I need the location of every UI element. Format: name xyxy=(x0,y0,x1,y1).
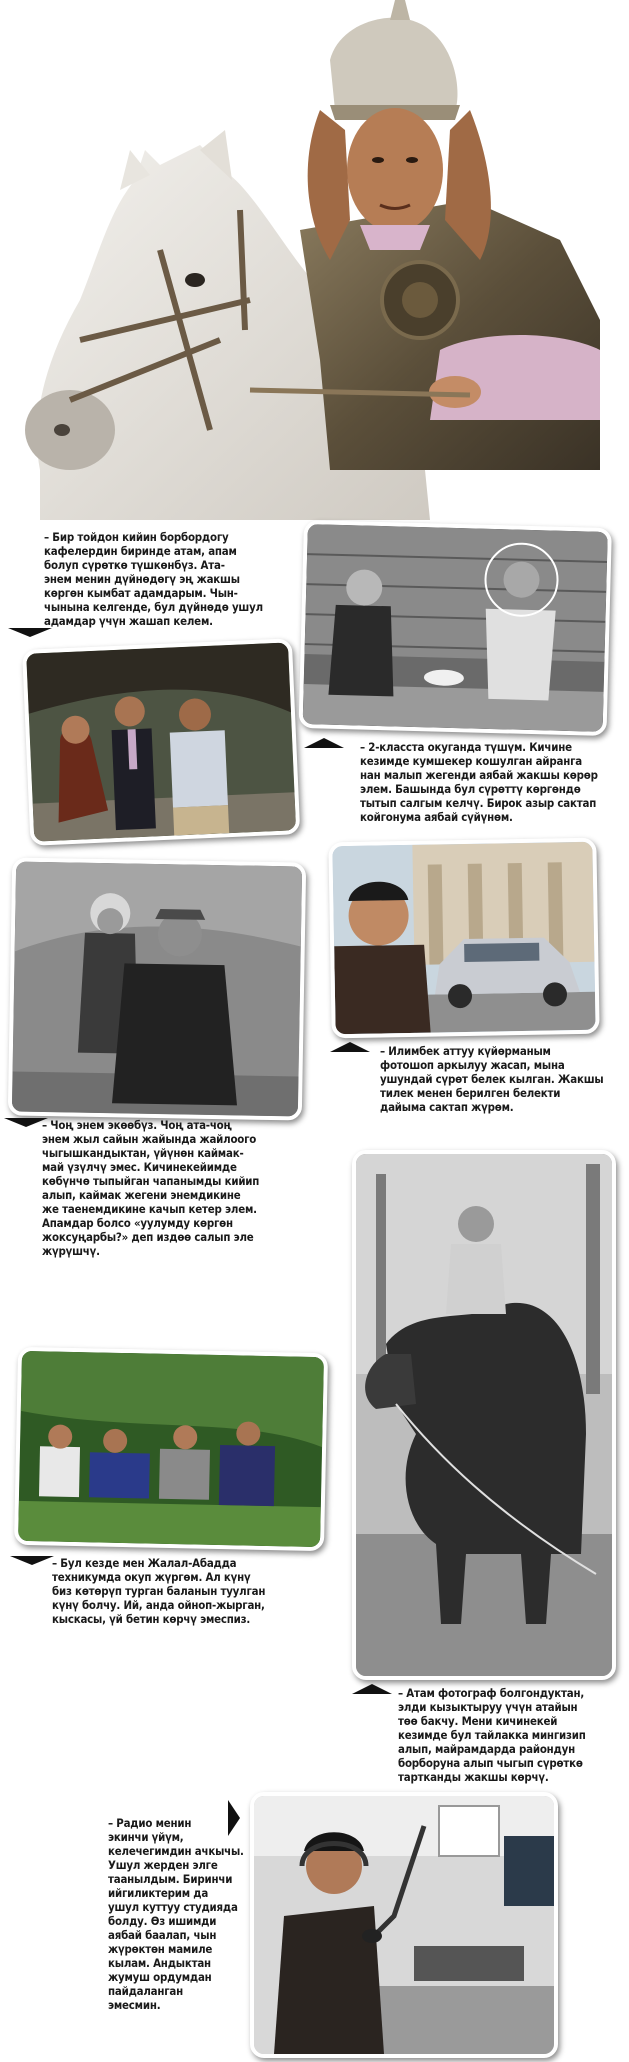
caption-jalal-abad: – Бул кезде мен Жалал-Абадда техникумда окуп жүргөм. Ал күнү биз көтөрүп турган баланын туулган күнү болчу. Ий, анда ойноп-жырган, кыскасы, үй бетин көрчү эмеспиз. xyxy=(52,1556,266,1626)
photo-family-cafe xyxy=(22,638,300,846)
hero-photo xyxy=(0,0,629,520)
photo-friends-park xyxy=(14,1347,328,1551)
caption-second-grade: – 2-класста окуганда түшүм. Кичине кезимде кумшекер кошулган айранга нан малып жегенди аябай жакшы көрөр элем. Башында бул сүрөттү көргөндө тытып салгым келчү. Бирок азыр сактап койгонума аябай сүйүнөм. xyxy=(360,740,598,824)
photo-second-grade xyxy=(299,520,612,736)
pointer-arrow xyxy=(10,1556,54,1565)
pointer-arrow xyxy=(330,1042,370,1052)
photo-photoshop-gift xyxy=(328,838,599,1039)
photo-radio-studio xyxy=(250,1792,558,2058)
caption-photoshop: – Илимбек аттуу күйөрманым фотошоп аркылуу жасап, мына ушундай сүрөт белек кылган. Жакшы тилек менен берилген белекти дайыма сактап жүрөм. xyxy=(380,1044,604,1114)
caption-radio: – Радио менин экинчи үйүм, келечегимдин ачкычы. Ушул жерден элге таанылдым. Биринчи ийгиликтерим да ушул куттуу студияда болду. Өз ишимди аябай баалап, чын жүрөктөн мамиле кылам. Андыктан жумуш ордумдан пайдаланган эмесмин. xyxy=(108,1816,244,2012)
pointer-arrow xyxy=(304,738,344,748)
photo-grandmother xyxy=(8,857,306,1120)
photo-camel xyxy=(352,1150,616,1680)
caption-camel: – Атам фотограф болгондуктан, элди кызыктыруу үчүн атайын төө бакчу. Мени кичинекей кезимде бул тайлакка мингизип алып, майрамдарда райондун борборуна алып чыгып сүрөткө тартканды жакшы көрчү. xyxy=(398,1686,586,1784)
pointer-arrow xyxy=(8,628,52,637)
caption-cafe: – Бир тойдон кийин борбордогу кафелердин биринде атам, апам болуп сүрөткө түшкөнбүз. Ата- энем менин дүйнөдөгү эң жакшы көргөн кымбат адамдарым. Чын- чынына келгенде, бул дүйнөдө ушул адамдар үчүн жашап келем. xyxy=(44,530,263,628)
pointer-arrow xyxy=(352,1684,392,1694)
caption-grandmother: – Чоң энем экөөбүз. Чоң ата-чоң энем жыл сайын жайында жайлоого чыгышкандыктан, үйүнөн каймак- май үзүлчү эмес. Кичинекейимде көбүнчө тыпыйган чапанымды кийип алып, каймак жегени энемдикине же таенемдикине качып кетер элем. Апамдар болсо «уулумду көргөн жоксуңарбы?» деп издөө салып эле жүрүшчү. xyxy=(42,1118,260,1258)
